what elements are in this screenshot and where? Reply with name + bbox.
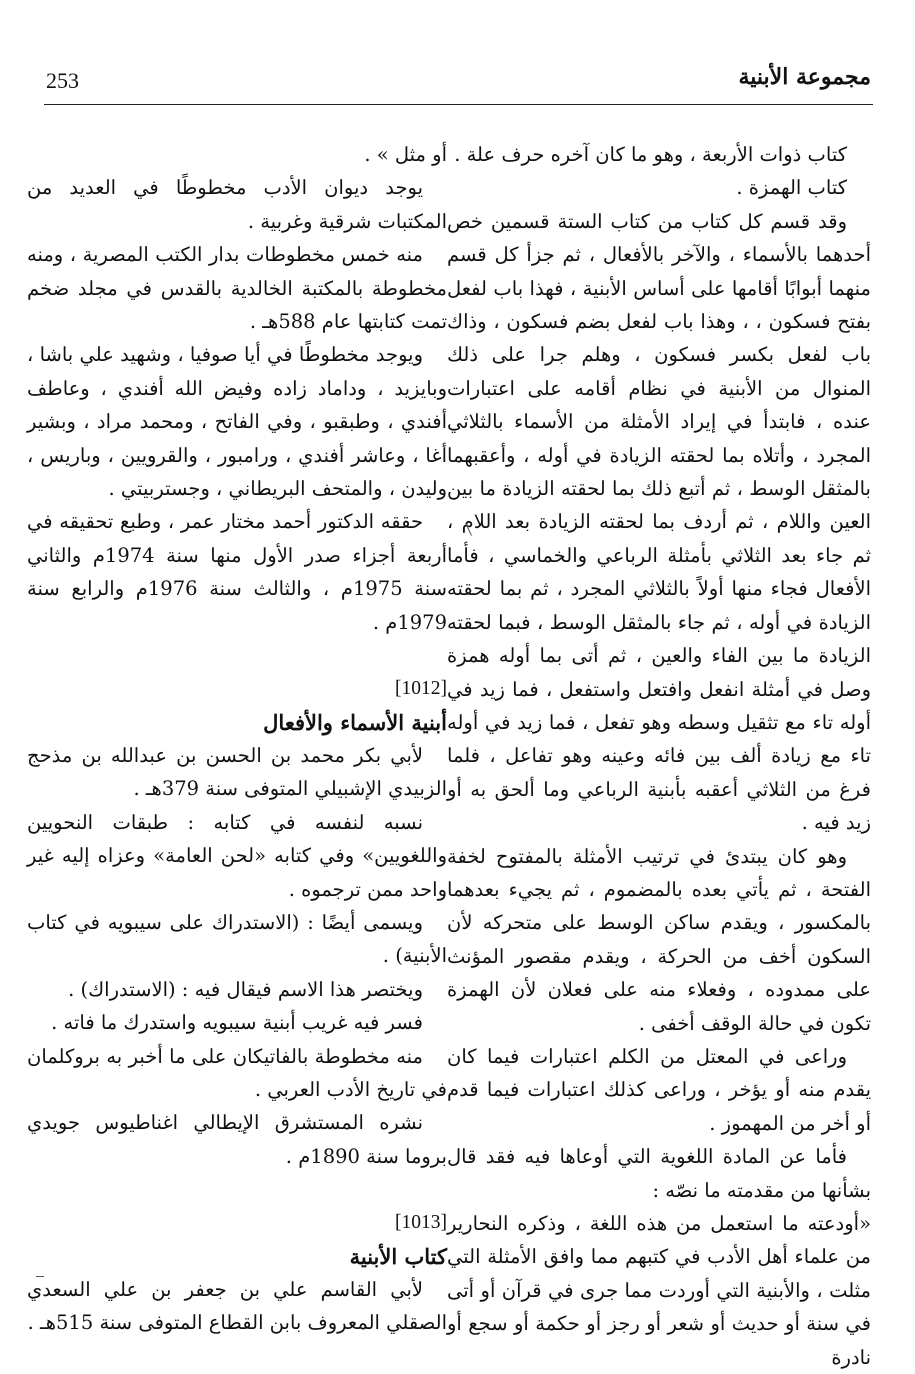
paragraph: لأبي القاسم علي بن جعفر بن علي السعدي الصقلي المعروف بابن القطاع المتوفى سنة 515هـ .: [27, 1278, 447, 1335]
paragraph: لأبي بكر محمد بن الحسن بن عبدالله بن مذحج الزبيدي الإشبيلي المتوفى سنة 379هـ .: [27, 743, 447, 801]
paragraph: يوجد ديوان الأدب مخطوطًا في العديد من المكتبات شرقية وغربية .: [27, 176, 447, 233]
paragraph: نسبه لنفسه في كتابه : طبقات النحويين واللغويين» وفي كتابه «لحن العامة» وعزاه إليه غير واحد ممن ترجموه .: [27, 810, 447, 901]
paragraph: منه مخطوطة بالفاتيكان على ما أخبر به بروكلمان في تاريخ الأدب العربي .: [27, 1044, 447, 1101]
entry-title: كتاب الأبنية: [349, 1243, 447, 1269]
entry-title: أبنية الأسماء والأفعال: [263, 709, 447, 735]
paragraph: أو مثل » .: [364, 143, 447, 166]
paragraph: فسر فيه غريب أبنية سيبويه واستدرك ما فاته .: [51, 1011, 423, 1035]
page-number: 253: [46, 68, 79, 93]
paragraph: فأما عن المادة اللغوية التي أوعاها فيه فقد قال بشأنها من مقدمته ما نصّه :: [447, 1145, 871, 1202]
paragraph: كتاب الهمزة .: [736, 176, 847, 200]
header-rule: [44, 104, 873, 105]
paragraph: نشره المستشرق الإيطالي اغناطيوس جويدي بروما سنة 1890م .: [27, 1111, 447, 1168]
paragraph: منه خمس مخطوطات بدار الكتب المصرية ، ومنه مخطوطة بالمكتبة الخالدية بالقدس في مجلد ضخم تمت كتابتها عام 588هـ .: [27, 243, 447, 334]
paragraph: ويوجد مخطوطًا في أيا صوفيا ، وشهيد علي باشا ، وبايزيد ، وداماد زاده وفيض الله أفندي ، وعاطف أفندي ، وطبقبو ، وفي الفاتح ، ومحمد مراد ، وبشير أغا ، وعاشر أفندي ، ورامبور ، والقرويين ، وباريس ، وليدن ، والمتحف البريطاني ، وجستربيتي .: [27, 343, 447, 501]
paragraph: ويختصر هذا الاسم فيقال فيه : (الاستدراك) .: [68, 977, 423, 1001]
paragraph: وقد قسم كل كتاب من كتاب الستة قسمين خص أحدهما بالأسماء ، والآخر بالأفعال ، ثم جزأ كل قسم منهما أبوابًا أقامها على أساس الأبنية ، فهذا باب لفعل بفتح فسكون ، ، وهذا باب لفعل بضم فسكون ، وذاك باب لفعل بكسر فسكون ، وهلم جرا على ذلك المنوال من الأبنية في نظام أقامه على اعتبارات عنده ، فابتدأ في إيراد الأمثلة من الأسماء بالثلاثي المجرد ، وأتلاه بما لحقته الزيادة في أوله ، وأعقبهما بالمثقل الوسط ، ثم أتبع ذلك بما لحقته الزيادة ما بين العين واللام ، ثم أردف بما لحقته الزيادة بعد اللام ، ثم جاء بعد الثلاثي بأمثلة الرباعي والخماسي ، فأما الأفعال فجاء منها أولاً بالثلاثي المجرد ، ثم بما لحقته الزيادة في أوله ، ثم جاء بالمثقل الوسط ، فبما لحقته الزيادة ما بين الفاء والعين ، ثم أتى بما أوله همزة وصل في أمثلة انفعل وافتعل واستفعل ، فما زيد في أوله تاء مع تثقيل وسطه وهو تفعل ، فما زيد في أوله تاء مع زيادة ألف بين فائه وعينه وهو تفاعل ، فلما فرغ من الثلاثي أعقبه بأبنية الرباعي وما ألحق به أو زيد فيه .: [447, 209, 871, 835]
spacer: [27, 1173, 447, 1206]
right-column: [447, 138, 871, 1374]
paragraph: كتاب ذوات الأربعة ، وهو ما كان آخره حرف علة .: [454, 143, 847, 166]
spacer: [27, 639, 447, 672]
entry-number: [1012]: [395, 678, 447, 700]
entry-number: [1013]: [395, 1212, 447, 1234]
quotation: «أودعته ما استعمل من هذه اللغة ، وذكره النحارير من علماء أهل الأدب في كتبهم مما وافق الأمثلة التي مثلت ، والأبنية التي أوردت مما جرى في قرآن أو أتى في سنة أو حديث أو شعر أو رجز أو حكمة أو سجع أو نادرة: [447, 1212, 871, 1369]
left-column: [27, 138, 447, 1340]
paragraph: ويسمى أيضًا : (الاستدراك على سيبويه في كتاب الأبنية) .: [27, 910, 447, 968]
margin-dash: [36, 1276, 44, 1277]
running-head: مجموعة الأبنية: [738, 64, 871, 90]
paragraph: وراعى في المعتل من الكلم اعتبارات فيما كان يقدم منه أو يؤخر ، وراعى كذلك اعتبارات فيما قدم أو أخر من المهموز .: [447, 1044, 871, 1135]
paragraph: وهو كان يبتدئ في ترتيب الأمثلة بالمفتوح لخفة الفتحة ، ثم يأتي بعده بالمضموم ، ثم يجيء بعدهما بالمكسور ، ويقدم ساكن الوسط على متحركه لأن السكون أخف من الحركة ، ويقدم مقصور المؤنث على ممدوده ، وفعلاء منه على فعلان لأن الهمزة تكون في حالة الوقف أخفى .: [447, 844, 871, 1035]
paragraph: حققه الدكتور أحمد مختار عمر ، وطبع تحقيقه في أربعة أجزاء صدر الأول منها سنة 1974م والثاني سنة 1975م ، والثالث سنة 1976م والرابع سنة 1979م .: [27, 510, 447, 634]
